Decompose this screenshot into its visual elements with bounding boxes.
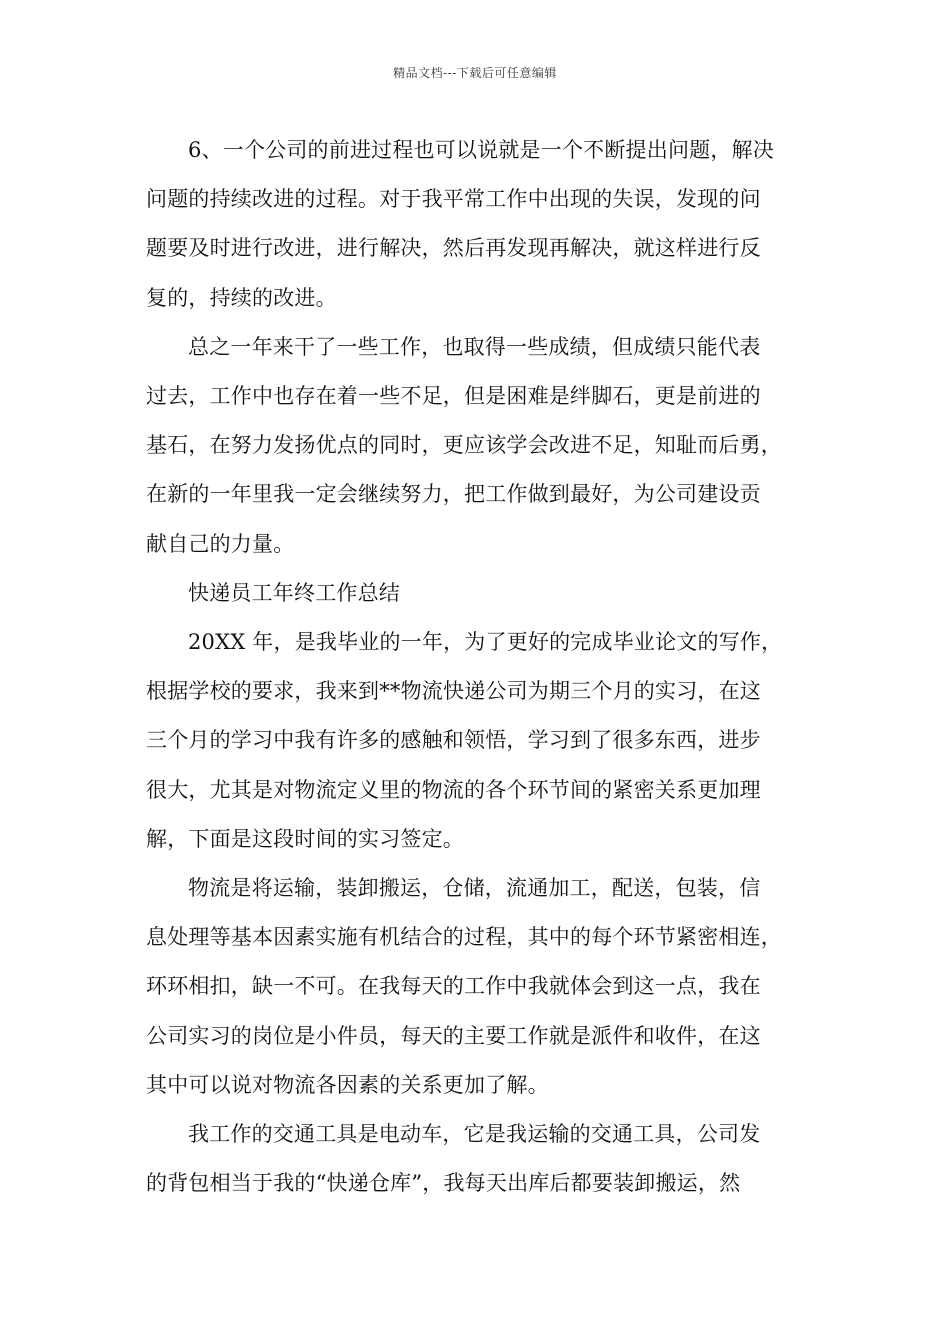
text-line: 过去，工作中也存在着一些不足，但是困难是绊脚石，更是前进的 <box>146 384 761 409</box>
text-line: 物流是将运输，装卸搬运，仓储，流通加工，配送，包装，信 <box>188 876 761 901</box>
text-line: 20XX 年，是我毕业的一年，为了更好的完成毕业论文的写作， <box>188 630 783 655</box>
text-line: 根据学校的要求，我来到**物流快递公司为期三个月的实习，在这 <box>146 679 761 704</box>
text-line: 公司实习的岗位是小件员，每天的主要工作就是派件和收件，在这 <box>146 1023 761 1048</box>
text-line: 复的，持续的改进。 <box>146 285 337 310</box>
text-line: 的背包相当于我的“快递仓库”，我每天出库后都要装卸搬运，然 <box>146 1171 741 1196</box>
page-header: 精品文档---下载后可任意编辑 <box>393 66 557 80</box>
document-body <box>146 126 826 1208</box>
text-line: 其中可以说对物流各因素的关系更加了解。 <box>146 1072 549 1097</box>
paragraph-improvement <box>146 126 826 323</box>
text-line: 我工作的交通工具是电动车，它是我运输的交通工具，公司发 <box>188 1122 761 1147</box>
paragraph-summary <box>146 323 826 569</box>
paragraph-logistics <box>146 864 826 1110</box>
text-line: 解，下面是这段时间的实习签定。 <box>146 826 464 851</box>
text-line: 息处理等基本因素实施有机结合的过程，其中的每个环节紧密相连， <box>146 925 782 950</box>
text-line: 很大，尤其是对物流定义里的物流的各个环节间的紧密关系更加理 <box>146 777 761 802</box>
text-line: 6、一个公司的前进过程也可以说就是一个不断提出问题，解决 <box>188 138 774 162</box>
text-line: 基石，在努力发扬优点的同时，更应该学会改进不足，知耻而后勇， <box>146 433 782 458</box>
section-title <box>146 569 826 618</box>
text-line: 三个月的学习中我有许多的感触和领悟，学习到了很多东西，进步 <box>146 728 761 753</box>
text-line: 环环相扣，缺一不可。在我每天的工作中我就体会到这一点，我在 <box>146 974 761 999</box>
text-line: 献自己的力量。 <box>146 531 295 556</box>
text-line: 总之一年来干了一些工作，也取得一些成绩，但成绩只能代表 <box>188 334 761 359</box>
text-line: 在新的一年里我一定会继续努力，把工作做到最好，为公司建设贡 <box>146 482 761 507</box>
text-line: 问题的持续改进的过程。对于我平常工作中出现的失误，发现的问 <box>146 187 761 212</box>
paragraph-transport <box>146 1110 826 1208</box>
text-line: 题要及时进行改进，进行解决，然后再发现再解决，就这样进行反 <box>146 236 761 261</box>
paragraph-intro <box>146 618 826 864</box>
section-title-text: 快递员工年终工作总结 <box>188 580 400 605</box>
